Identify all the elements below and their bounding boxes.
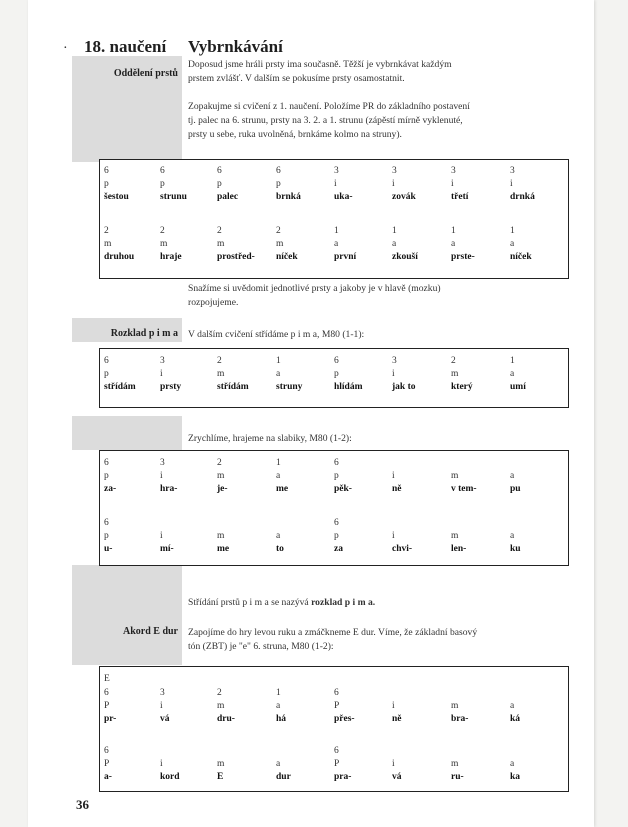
paragraph-rozklad — [188, 596, 375, 610]
string-number-cell: 2 — [451, 356, 456, 366]
syllable-cell: brnká — [276, 192, 301, 202]
finger-cell: a — [276, 701, 281, 711]
string-number-cell: 6 — [276, 166, 281, 176]
syllable-cell: drnká — [510, 192, 535, 202]
string-number-cell: 3 — [451, 166, 456, 176]
lesson-number: 18. naučení — [84, 37, 167, 56]
string-number-cell: 2 — [217, 356, 222, 366]
finger-cell: a — [510, 701, 515, 711]
section-label-rozklad: Rozklad p i m a — [110, 328, 178, 339]
syllable-cell: pěk- — [334, 484, 352, 494]
finger-cell: P — [104, 701, 110, 711]
syllable-cell: ku — [510, 544, 521, 554]
syllable-cell: hraje — [160, 252, 182, 262]
syllable-cell: kord — [160, 772, 180, 782]
string-number-cell: 2 — [217, 226, 222, 236]
finger-cell: a — [392, 239, 397, 249]
section-label-akord: Akord E dur — [122, 626, 178, 637]
syllable-cell: há — [276, 714, 287, 724]
syllable-cell: prste- — [451, 252, 475, 262]
string-number-cell: 6 — [217, 166, 222, 176]
syllable-cell: pu — [510, 484, 521, 494]
text-line: tj. palec na 6. strunu, prsty na 3. 2. a 1. strunu (zápěstí mírně vyklenuté, — [188, 115, 463, 126]
string-number-cell: 6 — [334, 356, 339, 366]
finger-cell: a — [276, 471, 281, 481]
finger-cell: a — [510, 471, 515, 481]
string-number-cell: 3 — [510, 166, 515, 176]
syllable-cell: chvi- — [392, 544, 413, 554]
finger-cell: m — [160, 239, 168, 249]
finger-cell: m — [217, 239, 225, 249]
finger-cell: p — [104, 369, 109, 379]
text-line: Doposud jsme hráli prsty ima současně. Těžší je vybrnkávat každým — [188, 59, 452, 70]
string-number-cell: 3 — [160, 356, 165, 366]
finger-cell: i — [160, 531, 163, 541]
syllable-cell: ka — [510, 772, 521, 782]
syllable-cell: jak to — [392, 382, 416, 392]
syllable-cell: palec — [217, 192, 239, 202]
syllable-cell: me — [217, 544, 230, 554]
finger-cell: i — [392, 369, 395, 379]
finger-cell: a — [276, 759, 281, 769]
syllable-cell: ně — [392, 714, 402, 724]
string-number-cell: 6 — [104, 356, 109, 366]
syllable-cell: u- — [104, 544, 113, 554]
finger-cell: m — [451, 701, 459, 711]
string-number-cell: 1 — [276, 356, 281, 366]
syllable-cell: len- — [451, 544, 467, 554]
finger-cell: i — [392, 471, 395, 481]
text-line: Zopakujme si cvičení z 1. naučení. Položíme PR do základního postavení — [188, 101, 470, 112]
finger-cell: p — [334, 471, 339, 481]
syllable-cell: přes- — [334, 714, 355, 724]
text-line: rozpojujeme. — [188, 297, 239, 308]
syllable-cell: strunu — [160, 192, 187, 202]
syllable-cell: dru- — [217, 714, 235, 724]
finger-cell: p — [104, 471, 109, 481]
syllable-cell: ká — [510, 714, 521, 724]
syllable-cell: níček — [276, 252, 298, 262]
sidebar-band-3 — [72, 416, 182, 450]
finger-cell: m — [104, 239, 112, 249]
syllable-cell: uka- — [334, 192, 353, 202]
syllable-cell: za — [334, 544, 343, 554]
finger-cell: i — [392, 179, 395, 189]
syllable-cell: vá — [392, 772, 402, 782]
lesson-title: Vybrnkávání — [188, 37, 283, 56]
string-number-cell: 1 — [510, 226, 515, 236]
paragraph-aware — [188, 282, 441, 310]
finger-cell: P — [334, 759, 340, 769]
finger-cell: m — [217, 531, 225, 541]
syllable-cell: me — [276, 484, 289, 494]
text-line: tón (ZBT) je "e" 6. struna, M80 (1-2): — [188, 641, 334, 652]
string-number-cell: 2 — [160, 226, 165, 236]
syllable-cell: střídám — [104, 382, 136, 392]
finger-cell: P — [334, 701, 340, 711]
syllable-cell: pr- — [104, 714, 117, 724]
string-number-cell: 6 — [104, 746, 109, 756]
text-line: V dalším cvičení střídáme p i m a, M80 (1-1): — [188, 329, 365, 340]
string-number-cell: 3 — [160, 688, 165, 698]
syllable-cell: zovák — [392, 192, 416, 202]
finger-cell: m — [451, 471, 459, 481]
string-number-cell: 6 — [160, 166, 165, 176]
syllable-cell: a- — [104, 772, 112, 782]
syllable-cell: třetí — [451, 192, 469, 202]
syllable-cell: níček — [510, 252, 532, 262]
string-number-cell: 6 — [334, 458, 339, 468]
string-number-cell: 1 — [276, 458, 281, 468]
text-line: Snažíme si uvědomit jednotlivé prsty a jakoby je v hlavě (mozku) — [188, 283, 441, 294]
syllable-cell: E — [217, 772, 224, 782]
syllable-cell: struny — [276, 382, 303, 392]
paragraph-alternate — [188, 328, 364, 342]
finger-cell: i — [392, 701, 395, 711]
paragraph-repeat — [188, 100, 470, 142]
sidebar-band-4 — [72, 565, 182, 665]
syllable-cell: střídám — [217, 382, 249, 392]
finger-cell: p — [276, 179, 281, 189]
syllable-cell: umí — [510, 382, 526, 392]
syllable-cell: ně — [392, 484, 402, 494]
finger-cell: i — [334, 179, 337, 189]
syllable-cell: hra- — [160, 484, 178, 494]
text-line: Zapojíme do hry levou ruku a zmáčkneme E dur. Víme, že základní basový — [188, 627, 478, 638]
finger-cell: i — [160, 369, 163, 379]
finger-cell: m — [451, 531, 459, 541]
finger-cell: m — [217, 759, 225, 769]
finger-cell: p — [217, 179, 222, 189]
finger-cell: a — [510, 369, 515, 379]
string-number-cell: 2 — [276, 226, 281, 236]
finger-cell: i — [160, 701, 163, 711]
margin-dot: · — [63, 41, 68, 56]
finger-cell: p — [104, 531, 109, 541]
finger-cell: i — [392, 531, 395, 541]
text-line: prstem zvlášť. V dalším se pokusíme prsty osamostatnit. — [188, 73, 405, 84]
finger-cell: m — [217, 471, 225, 481]
finger-cell: a — [510, 239, 515, 249]
string-number-cell: 6 — [104, 458, 109, 468]
text-part: Střídání prstů p i m a se nazývá — [188, 597, 312, 608]
finger-cell: i — [510, 179, 513, 189]
finger-cell: i — [392, 759, 395, 769]
syllable-cell: za- — [104, 484, 117, 494]
finger-cell: i — [160, 471, 163, 481]
string-number-cell: 1 — [276, 688, 281, 698]
page-number: 36 — [76, 797, 89, 812]
string-number-cell: 2 — [217, 458, 222, 468]
string-number-cell: 6 — [104, 518, 109, 528]
string-number-cell: 1 — [510, 356, 515, 366]
paragraph-intro — [188, 58, 452, 86]
syllable-cell: první — [334, 252, 357, 262]
string-number-cell: 6 — [334, 746, 339, 756]
syllable-cell: vá — [160, 714, 170, 724]
string-number-cell: 3 — [334, 166, 339, 176]
finger-cell: m — [217, 369, 225, 379]
string-number-cell: 6 — [334, 688, 339, 698]
string-number-cell: 3 — [392, 356, 397, 366]
section-label-oddeleni: Oddělení prstů — [113, 68, 178, 79]
syllable-cell: mí- — [160, 544, 174, 554]
syllable-cell: bra- — [451, 714, 469, 724]
text-line: prsty u sebe, ruka uvolněná, brnkáme kolmo na struny). — [188, 129, 402, 140]
syllable-cell: druhou — [104, 252, 135, 262]
finger-cell: p — [104, 179, 109, 189]
string-number-cell: 2 — [217, 688, 222, 698]
syllable-cell: zkouší — [392, 252, 418, 262]
string-number-cell: 3 — [160, 458, 165, 468]
string-number-cell: 1 — [334, 226, 339, 236]
finger-cell: m — [276, 239, 284, 249]
finger-cell: P — [104, 759, 110, 769]
string-number-cell: 6 — [334, 518, 339, 528]
syllable-cell: prostřed- — [217, 252, 255, 262]
finger-cell: p — [334, 531, 339, 541]
paragraph-chord — [188, 626, 477, 654]
string-number-cell: 6 — [104, 688, 109, 698]
finger-cell: m — [217, 701, 225, 711]
string-number-cell: 1 — [392, 226, 397, 236]
term-rozklad: rozklad p i m a. — [311, 597, 376, 608]
finger-cell: a — [510, 759, 515, 769]
syllable-cell: který — [451, 382, 473, 392]
syllable-cell: prsty — [160, 382, 182, 392]
finger-cell: a — [451, 239, 456, 249]
finger-cell: i — [160, 759, 163, 769]
finger-cell: a — [276, 369, 281, 379]
string-number-cell: 6 — [104, 166, 109, 176]
finger-cell: i — [451, 179, 454, 189]
syllable-cell: šestou — [104, 192, 129, 202]
syllable-cell: to — [276, 544, 284, 554]
string-number-cell: 1 — [451, 226, 456, 236]
finger-cell: m — [451, 759, 459, 769]
text-line — [188, 596, 375, 610]
syllable-cell: pra- — [334, 772, 352, 782]
finger-cell: m — [451, 369, 459, 379]
finger-cell: p — [160, 179, 165, 189]
paragraph-faster — [188, 432, 352, 446]
string-number-cell: 2 — [104, 226, 109, 236]
syllable-cell: je- — [217, 484, 228, 494]
finger-cell: a — [334, 239, 339, 249]
syllable-cell: hlídám — [334, 382, 363, 392]
finger-cell: a — [510, 531, 515, 541]
text-line: Zrychlíme, hrajeme na slabiky, M80 (1-2): — [188, 433, 352, 444]
chord-mark: E — [104, 674, 110, 684]
syllable-cell: ru- — [451, 772, 464, 782]
syllable-cell: dur — [276, 772, 291, 782]
finger-cell: p — [334, 369, 339, 379]
syllable-cell: v tem- — [451, 484, 477, 494]
finger-cell: a — [276, 531, 281, 541]
string-number-cell: 3 — [392, 166, 397, 176]
